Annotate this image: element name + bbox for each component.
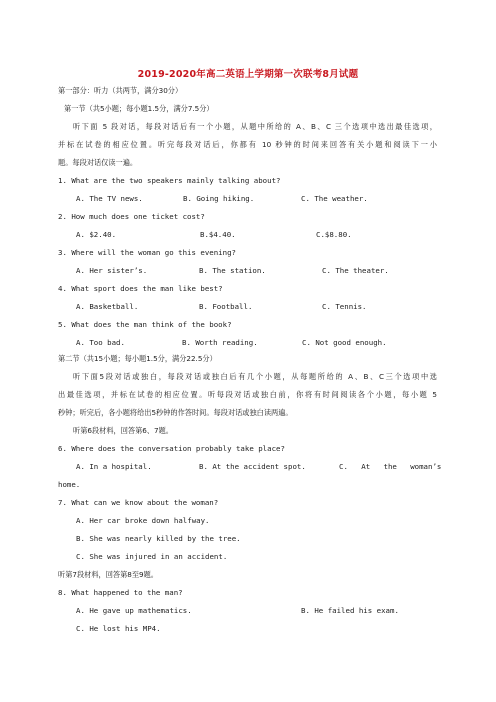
section1-instruction-line-2: 并标在试卷的相应位置。听完每段对话后，你都有 10 秒钟的时间来回答有关小题和阅读下一小 (58, 140, 437, 149)
question-5-option-b: B. Worth reading. (182, 338, 258, 347)
question-6-option-c-continued: home. (58, 480, 81, 489)
question-5-stem: 5. What does the man think of the book? (58, 320, 232, 329)
section2-instruction-line-3: 秒钟；听完后，各小题将给出5秒钟的作答时间。每段对话或独白读两遍。 (58, 408, 293, 417)
question-3-stem: 3. Where will the woman go this evening? (58, 248, 236, 257)
question-1-option-a: A. The TV news. (76, 194, 143, 203)
question-3-option-c: C. The theater. (322, 266, 389, 275)
part1-heading: 第一部分：听力（共两节，满分30分） (58, 86, 183, 95)
section1-heading: 第一节（共5小题；每小题1.5分，满分7.5分） (64, 104, 214, 113)
question-2-option-b: B.$4.40. (200, 230, 236, 239)
material-6-note: 听第6段材料，回答第6、7题。 (73, 426, 173, 435)
question-4-option-c: C. Tennis. (322, 302, 367, 311)
question-6-stem: 6. Where does the conversation probably take place? (58, 444, 285, 453)
question-4-option-a: A. Basketball. (76, 302, 139, 311)
question-8-stem: 8. What happened to the man? (58, 588, 183, 597)
question-7-option-b: B. She was nearly killed by the tree. (76, 534, 241, 543)
question-6-option-b: B. At the accident spot. (199, 462, 306, 471)
question-8-option-a: A. He gave up mathematics. (76, 606, 192, 615)
page-title: 2019-2020年高二英语上学期第一次联考8月试题 (137, 69, 359, 80)
question-4-stem: 4. What sport does the man like best? (58, 284, 223, 293)
section1-instruction-line-3: 题。每段对话仅读一遍。 (58, 158, 138, 167)
material-7-note: 听第7段材料，回答第8至9题。 (58, 570, 158, 579)
question-1-option-c: C. The weather. (301, 194, 368, 203)
question-6-option-c: C. At the woman’s (339, 462, 442, 471)
question-1-option-b: B. Going hiking. (183, 194, 255, 203)
question-2-option-a: A. $2.40. (76, 230, 117, 239)
question-3-option-a: A. Her sister’s. (76, 266, 148, 275)
question-7-option-a: A. Her car broke down halfway. (76, 516, 210, 525)
question-4-option-b: B. Football. (199, 302, 253, 311)
question-2-option-c: C.$8.80. (316, 230, 352, 239)
question-8-option-c: C. He lost his MP4. (76, 624, 161, 633)
question-5-option-c: C. Not good enough. (302, 338, 387, 347)
section2-instruction-line-1: 听下面5段对话或独白，每段对话或独白后有几个小题，从每题所给的 A、B、C三个选项中选 (73, 372, 437, 381)
section2-heading: 第二节（共15小题；每小题1.5分，满分22.5分） (58, 354, 217, 363)
question-1-stem: 1. What are the two speakers mainly talking about? (58, 176, 281, 185)
question-2-stem: 2. How much does one ticket cost? (58, 212, 205, 221)
question-7-stem: 7. What can we know about the woman? (58, 498, 219, 507)
question-3-option-b: B. The station. (199, 266, 266, 275)
section1-instruction-line-1: 听下面 5 段对话，每段对话后有一个小题，从题中所给的 A、B、C 三个选项中选出最佳选项， (73, 122, 437, 131)
question-8-option-b: B. He failed his exam. (301, 606, 399, 615)
question-7-option-c: C. She was injured in an accident. (76, 552, 228, 561)
question-5-option-a: A. Too bad. (76, 338, 125, 347)
section2-instruction-line-2: 出最佳选项，并标在试卷的相应位置。听每段对话或独白前，你将有时间阅读各个小题，每小题 5 (58, 390, 437, 399)
question-6-option-a: A. In a hospital. (76, 462, 152, 471)
